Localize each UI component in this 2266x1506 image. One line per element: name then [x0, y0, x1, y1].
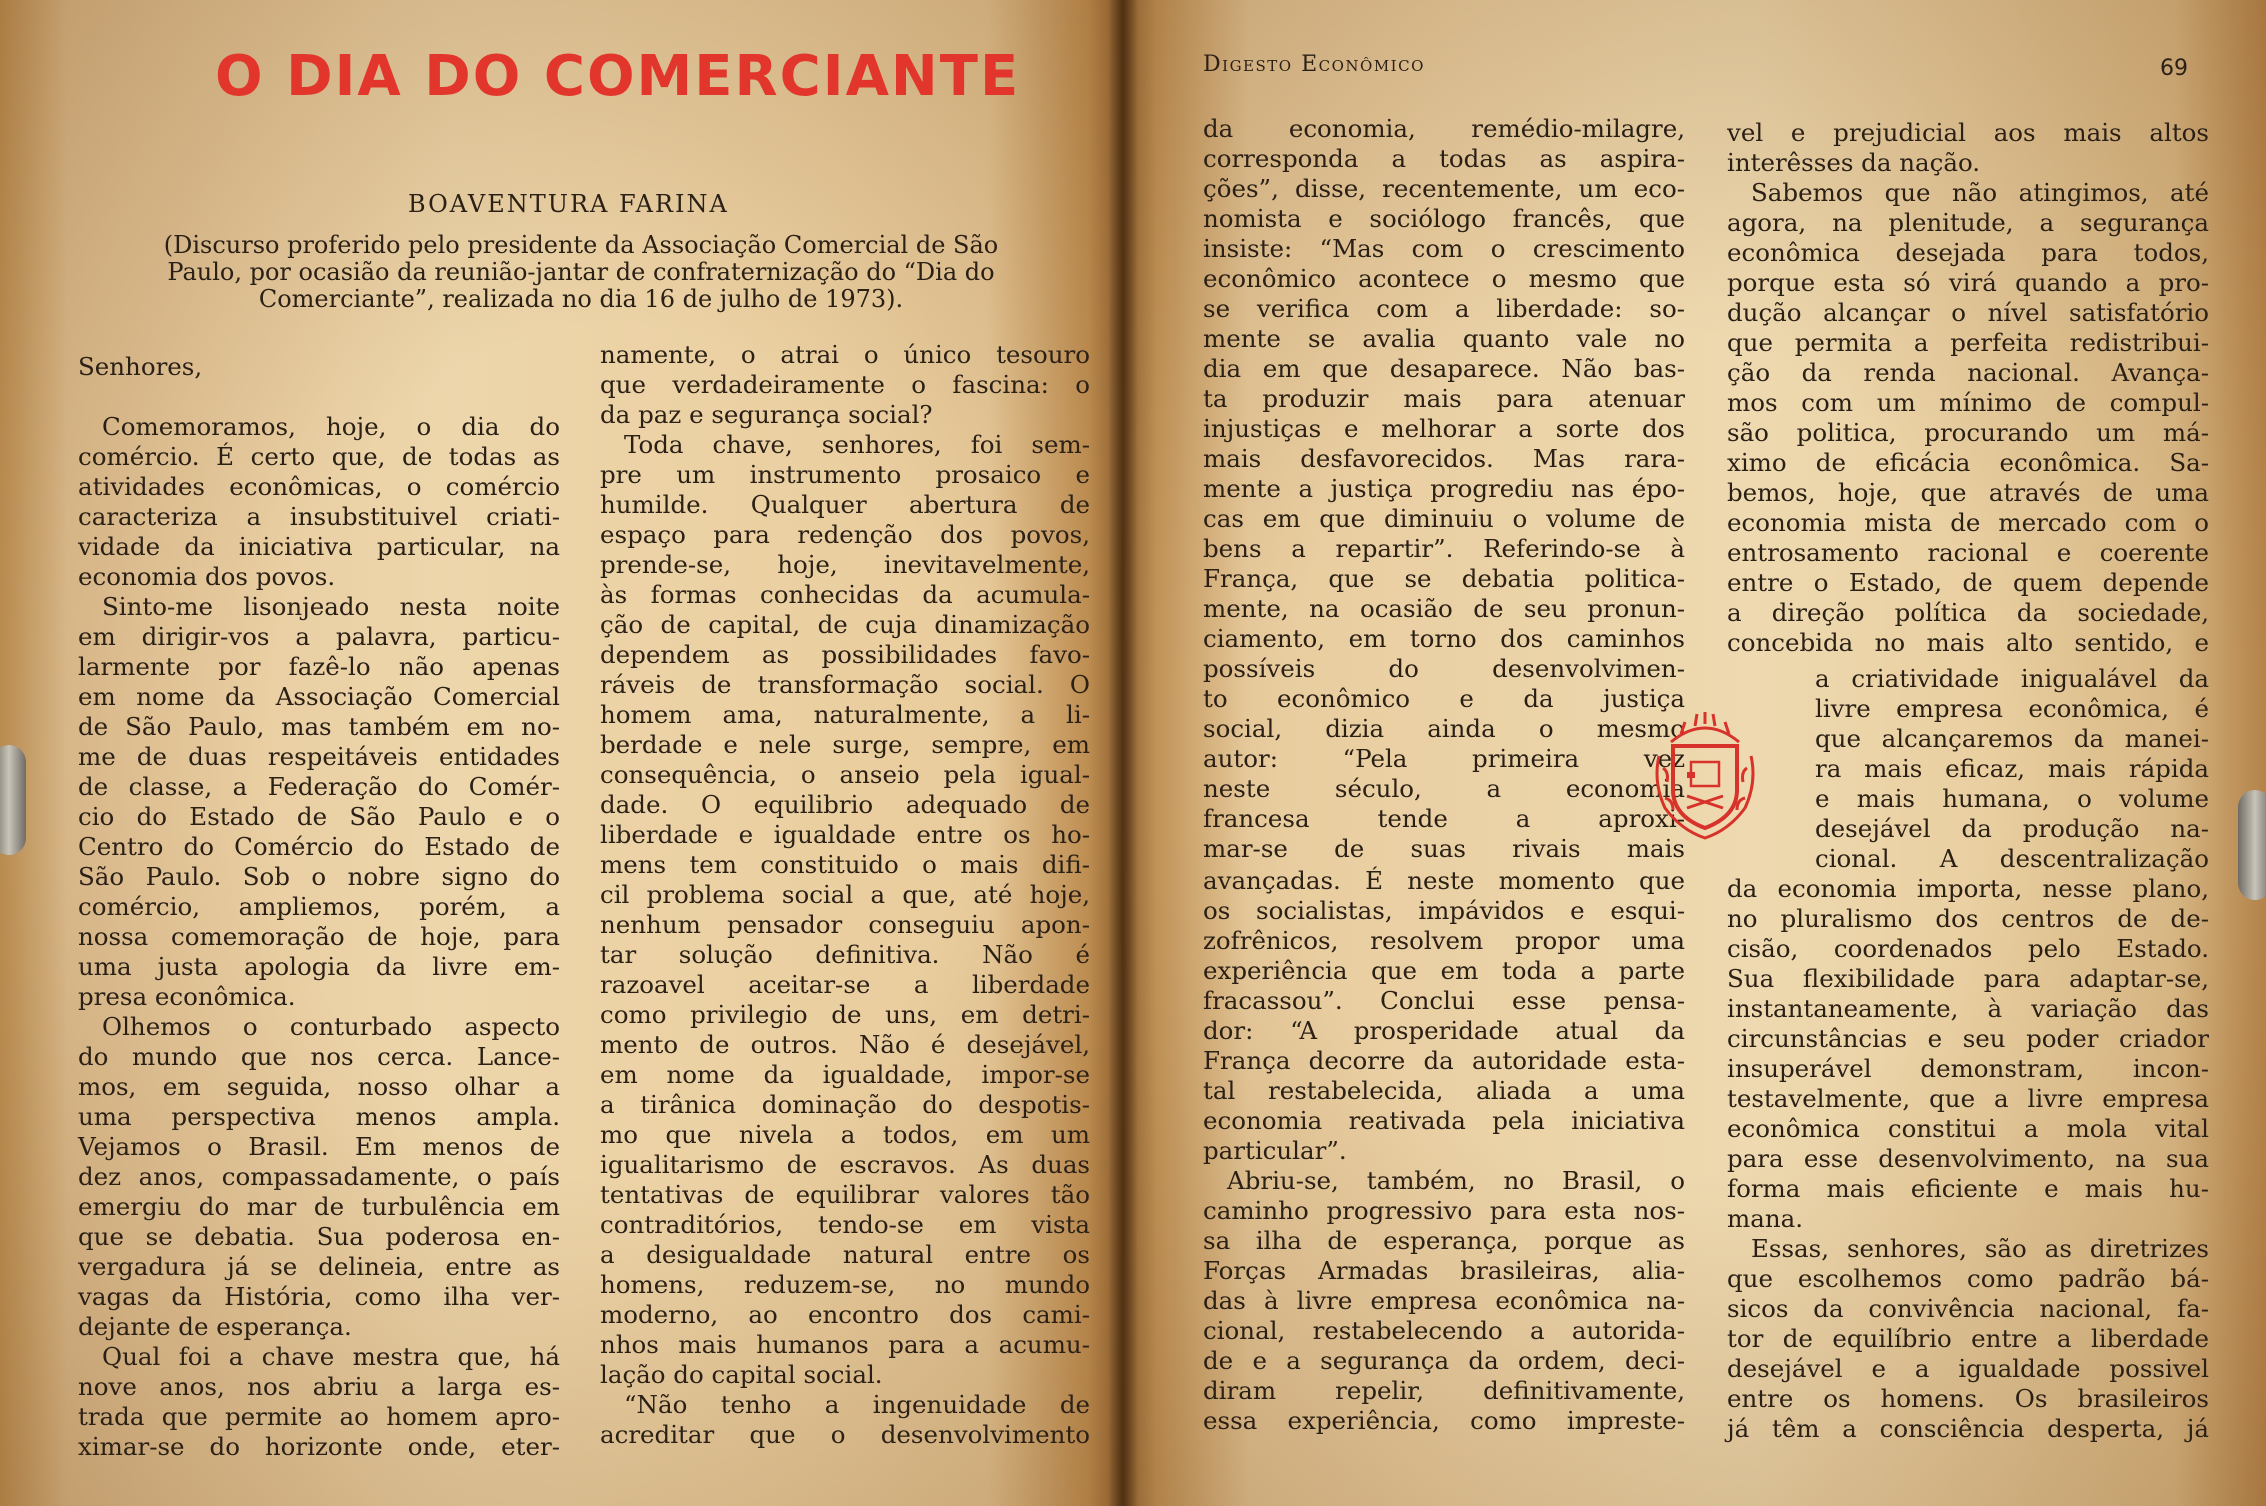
- text-line: França decorre da autoridade esta-: [1203, 1046, 1685, 1075]
- running-header: Digesto Econômico: [1203, 52, 1425, 77]
- text-line: particular”.: [1203, 1136, 1347, 1165]
- text-line: larmente por fazê-lo não apenas: [78, 652, 560, 681]
- page-tab-left: [0, 745, 26, 855]
- text-line: às formas conhecidas da acumula-: [600, 580, 1090, 609]
- text-line: economia dos povos.: [78, 562, 336, 591]
- text-line: circunstâncias e seu poder criador: [1727, 1024, 2209, 1053]
- text-line: mente, na ocasião de seu pronun-: [1203, 594, 1685, 623]
- text-line: ções”, disse, recentemente, um eco-: [1203, 174, 1685, 203]
- text-line: caracteriza a insubstituivel criati-: [78, 502, 560, 531]
- text-line: que verdadeiramente o fascina: o: [600, 370, 1090, 399]
- text-line: nenhum pensador conseguiu apon-: [600, 910, 1090, 939]
- text-line: instantaneamente, à variação das: [1727, 994, 2209, 1023]
- text-line: possíveis do desenvolvimen-: [1203, 654, 1685, 683]
- text-line: diram repelir, definitivamente,: [1203, 1376, 1685, 1405]
- text-line: pre um instrumento prosaico e: [600, 460, 1090, 489]
- text-line: dependem as possibilidades favo-: [600, 640, 1090, 669]
- text-line: vagas da História, como ilha ver-: [78, 1282, 560, 1311]
- text-line: [78, 382, 560, 412]
- text-line: sicos da convivência nacional, fa-: [1727, 1294, 2209, 1323]
- text-line: cional, restabelecendo a autorida-: [1203, 1316, 1685, 1345]
- text-line: que alcançaremos da manei-: [1815, 724, 2209, 753]
- text-line: Sinto-me lisonjeado nesta noite: [102, 592, 560, 621]
- text-line: vergadura já se delineia, entre as: [78, 1252, 560, 1281]
- text-line: dia em que desaparece. Não bas-: [1203, 354, 1685, 383]
- text-line: corresponda a todas as aspira-: [1203, 144, 1685, 173]
- text-line: sa ilha de esperança, porque as: [1203, 1226, 1685, 1255]
- text-line: ta produzir mais para atenuar: [1203, 384, 1685, 413]
- text-line: em nome da igualdade, impor-se: [600, 1060, 1090, 1089]
- text-line: ximar-se do horizonte onde, eter-: [78, 1432, 560, 1461]
- text-column-3-continued: [1203, 866, 1685, 1436]
- text-line: testavelmente, que a livre empresa: [1727, 1084, 2209, 1113]
- text-line: econômica constitui a mola vital: [1727, 1114, 2209, 1143]
- intro-line: (Discurso proferido pelo presidente da Associação Comercial de São: [163, 231, 999, 259]
- text-line: autor: “Pela primeira vez: [1203, 744, 1685, 773]
- text-line: homem ama, naturalmente, a li-: [600, 700, 1090, 729]
- text-line: experiência que em toda a parte: [1203, 956, 1685, 985]
- text-line: mente se avalia quanto vale no: [1203, 324, 1685, 353]
- text-line: avançadas. É neste momento que: [1203, 866, 1685, 895]
- text-line: bemos, hoje, que através de uma: [1727, 478, 2209, 507]
- text-line: dejante de esperança.: [78, 1312, 352, 1341]
- text-line: da economia, remédio-milagre,: [1203, 114, 1685, 143]
- text-line: mos com um mínimo de compul-: [1727, 388, 2209, 417]
- text-line: uma perspectiva menos ampla.: [78, 1102, 560, 1131]
- text-line: desejável e a igualdade possivel: [1727, 1354, 2209, 1383]
- text-line: me de duas respeitáveis entidades: [78, 742, 560, 771]
- text-line: mente a justiça progrediu nas épo-: [1203, 474, 1685, 503]
- text-line: nossa comemoração de hoje, para: [78, 922, 560, 951]
- text-column-4: [1727, 118, 2209, 658]
- text-line: Forças Armadas brasileiras, alia-: [1203, 1256, 1685, 1285]
- text-line: homens, reduzem-se, no mundo: [600, 1270, 1090, 1299]
- text-line: Olhemos o conturbado aspecto: [102, 1012, 560, 1041]
- text-line: ra mais eficaz, mais rápida: [1815, 754, 2209, 783]
- text-line: berdade e nele surge, sempre, em: [600, 730, 1090, 759]
- text-line: moderno, ao encontro dos cami-: [600, 1300, 1090, 1329]
- text-line: entre o Estado, de quem depende: [1727, 568, 2209, 597]
- text-column-3: [1203, 114, 1685, 864]
- text-line: contraditórios, tendo-se em vista: [600, 1210, 1090, 1239]
- text-line: a direção política da sociedade,: [1727, 598, 2209, 627]
- text-line: a tirânica dominação do despotis-: [600, 1090, 1090, 1119]
- text-line: mos, em seguida, nosso olhar a: [78, 1072, 560, 1101]
- text-line: social, dizia ainda o mesmo: [1203, 714, 1685, 743]
- text-line: “Não tenho a ingenuidade de: [624, 1390, 1090, 1419]
- article-intro: [78, 232, 1084, 313]
- text-line: nove anos, nos abriu a larga es-: [78, 1372, 560, 1401]
- text-line: econômico acontece o mesmo que: [1203, 264, 1685, 293]
- text-line: Abriu-se, também, no Brasil, o: [1227, 1166, 1685, 1195]
- text-line: em dirigir-vos a palavra, particu-: [78, 622, 560, 651]
- text-line: ção de capital, de cuja dinamização: [600, 610, 1090, 639]
- text-line: mens tem constituido o mais difi-: [600, 850, 1090, 879]
- text-line: desejável da produção na-: [1815, 814, 2209, 843]
- text-line: e mais humana, o volume: [1815, 784, 2209, 813]
- text-line: zofrênicos, resolvem propor uma: [1203, 926, 1685, 955]
- text-line: vel e prejudicial aos mais altos: [1727, 118, 2209, 147]
- text-column-4-wrap: [1815, 664, 2209, 874]
- text-line: entrosamento racional e coerente: [1727, 538, 2209, 567]
- text-line: economia mista de mercado com o: [1727, 508, 2209, 537]
- text-line: Qual foi a chave mestra que, há: [102, 1342, 560, 1371]
- text-line: já têm a consciência desperta, já: [1727, 1414, 2209, 1443]
- text-line: tor de equilíbrio entre a liberdade: [1727, 1324, 2209, 1353]
- text-line: de e a segurança da ordem, deci-: [1203, 1346, 1685, 1375]
- text-line: mo que nivela a todos, em um: [600, 1120, 1090, 1149]
- text-line: dade. O equilibrio adequado de: [600, 790, 1090, 819]
- text-column-2: [600, 340, 1090, 1450]
- text-line: comércio, ampliemos, porém, a: [78, 892, 560, 921]
- text-line: da paz e segurança social?: [600, 400, 933, 429]
- text-line: atividades econômicas, o comércio: [78, 472, 560, 501]
- text-line: Comemoramos, hoje, o dia do: [102, 412, 560, 441]
- text-line: de São Paulo, mas também em no-: [78, 712, 560, 741]
- text-line: Essas, senhores, são as diretrizes: [1751, 1234, 2209, 1263]
- text-line: no pluralismo dos centros de de-: [1727, 904, 2209, 933]
- coat-of-arms-icon: [1651, 712, 1759, 844]
- text-line: insuperável demonstram, incon-: [1727, 1054, 2209, 1083]
- text-line: mana.: [1727, 1204, 1804, 1233]
- intro-line: Paulo, por ocasião da reunião-jantar de confraternização do “Dia do: [167, 258, 995, 286]
- text-line: igualitarismo de escravos. As duas: [600, 1150, 1090, 1179]
- text-line: humilde. Qualquer abertura de: [600, 490, 1090, 519]
- text-line: emergiu do mar de turbulência em: [78, 1192, 560, 1221]
- text-line: de classe, a Federação do Comér-: [78, 772, 560, 801]
- text-line: São Paulo. Sob o nobre signo do: [78, 862, 560, 891]
- text-line: liberdade e igualdade entre os ho-: [600, 820, 1090, 849]
- text-line: econômica desejada para todos,: [1727, 238, 2209, 267]
- text-line: concebida no mais alto sentido, e: [1727, 628, 2209, 657]
- left-page: [0, 0, 1122, 1506]
- text-line: Centro do Comércio do Estado de: [78, 832, 560, 861]
- book-spine: [1108, 0, 1138, 1506]
- text-line: os socialistas, impávidos e esqui-: [1203, 896, 1685, 925]
- text-line: dução alcançar o nível satisfatório: [1727, 298, 2209, 327]
- text-line: das à livre empresa econômica na-: [1203, 1286, 1685, 1315]
- text-line: entre os homens. Os brasileiros: [1727, 1384, 2209, 1413]
- text-line: se verifica com a liberdade: so-: [1203, 294, 1685, 323]
- text-line: vidade da iniciativa particular, na: [78, 532, 560, 561]
- text-line: francesa tende a aproxi-: [1203, 804, 1685, 833]
- page-number: 69: [2160, 56, 2188, 81]
- text-line: economia reativada pela iniciativa: [1203, 1106, 1685, 1135]
- article-title: O DIA DO COMERCIANTE: [215, 44, 1021, 109]
- text-line: caminho progressivo para esta nos-: [1203, 1196, 1685, 1225]
- text-line: cas em que diminuiu o volume de: [1203, 504, 1685, 533]
- text-line: mento de outros. Não é desejável,: [600, 1030, 1090, 1059]
- text-line: interêsses da nação.: [1727, 148, 1981, 177]
- text-line: essa experiência, como impreste-: [1203, 1406, 1685, 1435]
- text-line: França, que se debatia politica-: [1203, 564, 1685, 593]
- text-line: espaço para redenção dos povos,: [600, 520, 1090, 549]
- text-line: dez anos, compassadamente, o país: [78, 1162, 560, 1191]
- text-line: Toda chave, senhores, foi sem-: [624, 430, 1090, 459]
- text-line: injustiças e melhorar a sorte dos: [1203, 414, 1685, 443]
- text-line: ciamento, em torno dos caminhos: [1203, 624, 1685, 653]
- text-line: namente, o atrai o único tesouro: [600, 340, 1090, 369]
- text-line: que escolhemos como padrão bá-: [1727, 1264, 2209, 1293]
- text-line: nhos mais humanos para a acumu-: [600, 1330, 1090, 1359]
- text-line: porque esta só virá quando a pro-: [1727, 268, 2209, 297]
- text-line: to econômico e da justiça: [1203, 684, 1685, 713]
- text-line: agora, na plenitude, a segurança: [1727, 208, 2209, 237]
- text-line: trada que permite ao homem apro-: [78, 1402, 560, 1431]
- text-line: a criatividade inigualável da: [1815, 664, 2209, 693]
- text-line: que se debatia. Sua poderosa en-: [78, 1222, 560, 1251]
- text-line: Sua flexibilidade para adaptar-se,: [1727, 964, 2209, 993]
- text-line: que permita a perfeita redistribui-: [1727, 328, 2209, 357]
- text-line: mar-se de suas rivais mais: [1203, 834, 1685, 863]
- text-line: razoavel aceitar-se a liberdade: [600, 970, 1090, 999]
- text-line: prende-se, hoje, inevitavelmente,: [600, 550, 1090, 579]
- text-column-1: [78, 352, 560, 1462]
- text-line: neste século, a economia: [1203, 774, 1685, 803]
- text-line: a desigualdade natural entre os: [600, 1240, 1090, 1269]
- text-line: cio do Estado de São Paulo e o: [78, 802, 560, 831]
- text-line: tar solução definitiva. Não é: [600, 940, 1090, 969]
- text-line: ráveis de transformação social. O: [600, 670, 1090, 699]
- article-author: BOAVENTURA FARINA: [408, 190, 729, 218]
- text-line: livre empresa econômica, é: [1815, 694, 2209, 723]
- text-line: Sabemos que não atingimos, até: [1751, 178, 2209, 207]
- text-line: cional. A descentralização: [1815, 844, 2209, 873]
- text-line: para esse desenvolvimento, na sua: [1727, 1144, 2209, 1173]
- text-column-4-continued: [1727, 874, 2209, 1444]
- text-line: mais desfavorecidos. Mas rara-: [1203, 444, 1685, 473]
- intro-line: Comerciante”, realizada no dia 16 de julho de 1973).: [258, 285, 904, 313]
- text-line: uma justa apologia da livre em-: [78, 952, 560, 981]
- text-line: em nome da Associação Comercial: [78, 682, 560, 711]
- text-line: comércio. É certo que, de todas as: [78, 442, 560, 471]
- text-line: insiste: “Mas com o crescimento: [1203, 234, 1685, 263]
- text-line: como privilegio de uns, em detri-: [600, 1000, 1090, 1029]
- text-line: Vejamos o Brasil. Em menos de: [78, 1132, 560, 1161]
- text-line: ção da renda nacional. Avança-: [1727, 358, 2209, 387]
- text-line: Senhores,: [78, 352, 203, 381]
- text-line: cisão, coordenados pelo Estado.: [1727, 934, 2209, 963]
- text-line: consequência, o anseio pela igual-: [600, 760, 1090, 789]
- text-line: presa econômica.: [78, 982, 296, 1011]
- text-line: lação do capital social.: [600, 1360, 883, 1389]
- text-line: fracassou”. Conclui esse pensa-: [1203, 986, 1685, 1015]
- text-line: tentativas de equilibrar valores tão: [600, 1180, 1090, 1209]
- text-line: acreditar que o desenvolvimento: [600, 1420, 1090, 1449]
- page-tab-right: [2238, 790, 2266, 900]
- text-line: ximo de eficácia econômica. Sa-: [1727, 448, 2209, 477]
- text-line: são politica, procurando um má-: [1727, 418, 2209, 447]
- text-line: dor: “A prosperidade atual da: [1203, 1016, 1685, 1045]
- text-line: da economia importa, nesse plano,: [1727, 874, 2209, 903]
- text-line: nomista e sociólogo francês, que: [1203, 204, 1685, 233]
- text-line: forma mais eficiente e mais hu-: [1727, 1174, 2209, 1203]
- text-line: bens a repartir”. Referindo-se à: [1203, 534, 1685, 563]
- text-line: cil problema social a que, até hoje,: [600, 880, 1090, 909]
- text-line: tal restabelecida, aliada a uma: [1203, 1076, 1685, 1105]
- text-line: do mundo que nos cerca. Lance-: [78, 1042, 560, 1071]
